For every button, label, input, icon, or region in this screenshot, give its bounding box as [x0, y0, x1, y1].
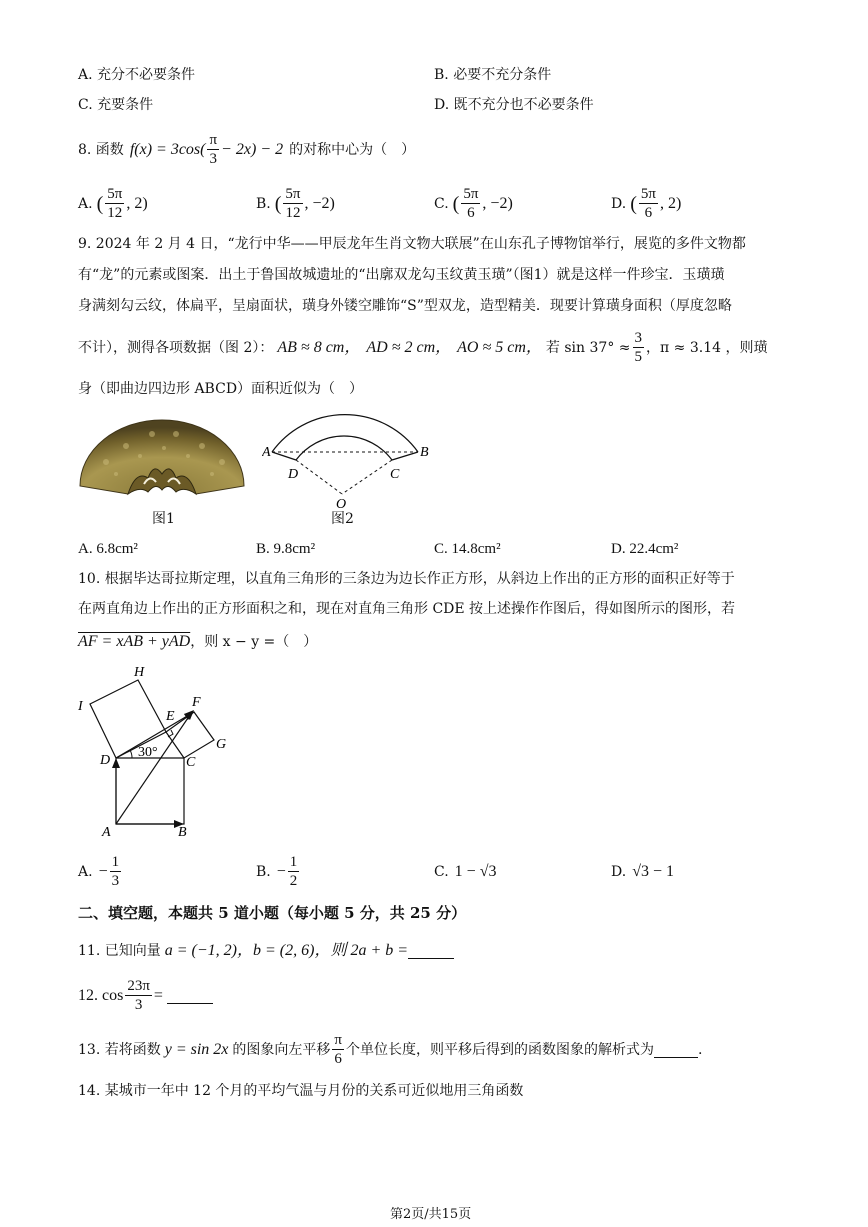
fig2-label-b: B [420, 445, 429, 460]
q8-option-c: C. ( $\frac{5\pi}{6}$ , −2) [434, 186, 513, 221]
q8-stem [78, 130, 415, 170]
q10-option-num: 1 [289, 854, 298, 870]
q9-pi-value: ，π ≈ 3.14 ，则璜 [646, 340, 768, 356]
q8-option-tail: , −2) [482, 195, 513, 212]
q13-func: y = sin 2x [164, 1041, 229, 1058]
q8-option-letter: C. [434, 196, 449, 212]
q13-suffix: 个单位长度，则平移后得到的函数图象的解析式为 [345, 1042, 654, 1058]
q10-option-den: 3 [111, 873, 120, 889]
q8-prefix: 8. 函数 [78, 142, 124, 158]
q7-option-b: B. 必要不充分条件 [434, 67, 552, 83]
q8-option-den: 12 [285, 205, 301, 221]
q10-label-f: F [192, 695, 201, 710]
q8-option-letter: B. [256, 196, 271, 212]
q8-option-b: B. ( $\frac{5\pi}{12}$ , −2) [256, 186, 335, 221]
q13-den: 6 [334, 1051, 342, 1067]
q12-eq: = [153, 987, 163, 1004]
fig2-label-c: C [390, 467, 400, 482]
page-footer: 第2页/共15页 [390, 1207, 472, 1222]
q8-func-rhs: − 2x) − 2 [221, 141, 284, 158]
q8-func-lhs: f(x) = 3cos( [129, 141, 206, 158]
fig2-caption: 图2 [331, 511, 354, 527]
q9-sin-num: 3 [634, 330, 642, 346]
pythagoras-diagram [76, 660, 246, 844]
q8-option-tail: , −2) [304, 195, 335, 212]
q8-option-den: 6 [467, 205, 475, 221]
q10-option-sign: − [98, 863, 108, 880]
q10-option-a [78, 852, 123, 892]
q13-prefix: 13. 若将函数 [78, 1042, 161, 1058]
q10-line2: 在两直角边上作出的正方形面积之和，现在对直角三角形 CDE 按上述操作作图后，得如图所示的图形，若 [78, 601, 736, 617]
q11-then: ，则 2a + b = [314, 942, 409, 959]
q9-line4-text: 不计），测得各项数据（图 2）： [78, 340, 274, 356]
q10-line1: 10. 根据毕达哥拉斯定理，以直角三角形的三条边为边长作正方形，从斜边上作出的正方形的面积正好等于 [78, 571, 735, 587]
q10-option-num: 1 [111, 854, 120, 870]
q9-option-d: D. 22.4cm² [611, 541, 679, 557]
q8-option-den: 6 [644, 205, 653, 221]
q10-angle-label: 30° [138, 745, 158, 760]
fig2-label-o: O [336, 497, 347, 512]
q9-option-b: B. 9.8cm² [256, 541, 316, 557]
q11 [78, 940, 454, 962]
q9-line2: 有“龙”的元素或图案．出土于鲁国故城遗址的“出廓双龙勾玉纹黄玉璜”（图1）就是这样一件珍宝．玉璜璜 [78, 267, 725, 283]
q7-option-d: D. 既不充分也不必要条件 [434, 97, 594, 113]
q8-option-num: 5π [640, 186, 656, 202]
q10-option-den: 2 [289, 873, 298, 889]
q9-option-c: C. 14.8cm² [434, 541, 501, 557]
q10-label-i: I [78, 699, 83, 714]
sector-diagram [262, 408, 432, 514]
q9-line1: 9. 2024 年 2 月 4 日，“龙行中华——甲辰龙年生肖文物大联展”在山东孔子博物馆举行，展览的多件文物都 [78, 236, 746, 252]
q12-prefix: 12. cos [78, 987, 124, 1004]
q12-den: 3 [134, 997, 143, 1013]
q9-sin-den: 5 [634, 349, 642, 365]
q11-vector-a: a = (−1, 2) [164, 942, 237, 959]
q10-label-a: A [102, 825, 111, 840]
q10-label-b: B [178, 825, 187, 840]
q10-option-text: √3 − 1 [632, 863, 674, 880]
q10-then: ，则 x − y =（ ） [190, 634, 318, 650]
q10-label-d: D [100, 753, 111, 768]
q12-answer-blank[interactable] [167, 989, 213, 1004]
q10-option-d [611, 852, 674, 892]
q8-three: 3 [209, 151, 217, 167]
q8-option-tail: , 2) [659, 195, 682, 212]
fig2-label-a: A [262, 445, 271, 460]
q9-ao: AO ≈ 5 cm， [457, 339, 542, 356]
q12 [78, 976, 213, 1016]
fig1-caption: 图1 [152, 511, 175, 527]
q8-suffix: 的对称中心为（ ） [289, 142, 416, 158]
q10-label-c: C [186, 755, 196, 770]
q7-option-c: C. 充要条件 [78, 97, 154, 113]
q10-line3 [78, 634, 317, 650]
q10-option-letter: C. [434, 864, 449, 880]
q10-option-sign: − [276, 863, 286, 880]
q10-label-g: G [216, 737, 227, 752]
q10-vector-equation: AF = xAB + yAD [78, 633, 191, 650]
q8-option-letter: D. [611, 196, 627, 212]
q12-num: 23π [127, 978, 150, 994]
fig2-label-d: D [288, 467, 299, 482]
q14: 14. 某城市一年中 12 个月的平均气温与月份的关系可近似地用三角函数 [78, 1083, 524, 1099]
q10-option-text: 1 − √3 [454, 863, 497, 880]
q13 [78, 1030, 702, 1070]
q8-option-den: 12 [107, 205, 123, 221]
q8-option-letter: A. [78, 196, 93, 212]
q8-option-d: D. ( $\frac{5\pi}{6}$ , 2) [611, 186, 682, 221]
q9-line3: 身满刻勾云纹，体扁平，呈扇面状，璜身外镂空雕饰“S”型双龙，造型精美．现要计算璜身面积（厚度忽略 [78, 298, 732, 314]
q10-label-e: E [166, 709, 175, 724]
jade-huang-photo [76, 412, 248, 502]
q10-option-letter: D. [611, 864, 627, 880]
q7-option-a: A. 充分不必要条件 [78, 67, 196, 83]
q9-sin: 若 sin 37° ≈ [545, 340, 631, 356]
q10-option-c [434, 852, 496, 892]
q8-pi: π [209, 132, 218, 148]
q11-vector-b: ，b = (2, 6) [236, 942, 315, 959]
q8-option-num: 5π [107, 186, 123, 202]
q9-option-a: A. 6.8cm² [78, 541, 138, 557]
q9-line4 [78, 328, 767, 368]
q9-ad: AD ≈ 2 cm， [366, 339, 452, 356]
q13-num: π [334, 1032, 342, 1048]
q11-answer-blank[interactable] [408, 944, 454, 959]
q8-option-num: 5π [285, 186, 301, 202]
q8-option-num: 5π [463, 186, 479, 202]
q13-mid: 的图象向左平移 [232, 1042, 331, 1058]
section-heading: 二、填空题，本题共 5 道小题（每小题 5 分，共 25 分） [78, 904, 467, 922]
q9-line5: 身（即曲边四边形 ABCD）面积近似为（ ） [78, 381, 364, 397]
q8-option-tail: , 2) [126, 195, 148, 212]
q10-label-h: H [134, 665, 145, 680]
q10-option-letter: A. [78, 864, 93, 880]
q13-end: . [697, 1042, 703, 1058]
q10-option-letter: B. [256, 864, 271, 880]
q11-prefix: 11. 已知向量 [78, 943, 161, 959]
q8-option-a: A. ( $\frac{5\pi}{12}$ , 2) [78, 186, 148, 221]
q10-option-b [256, 852, 301, 892]
q9-ab: AB ≈ 8 cm， [277, 339, 361, 356]
q13-answer-blank[interactable] [654, 1043, 698, 1058]
